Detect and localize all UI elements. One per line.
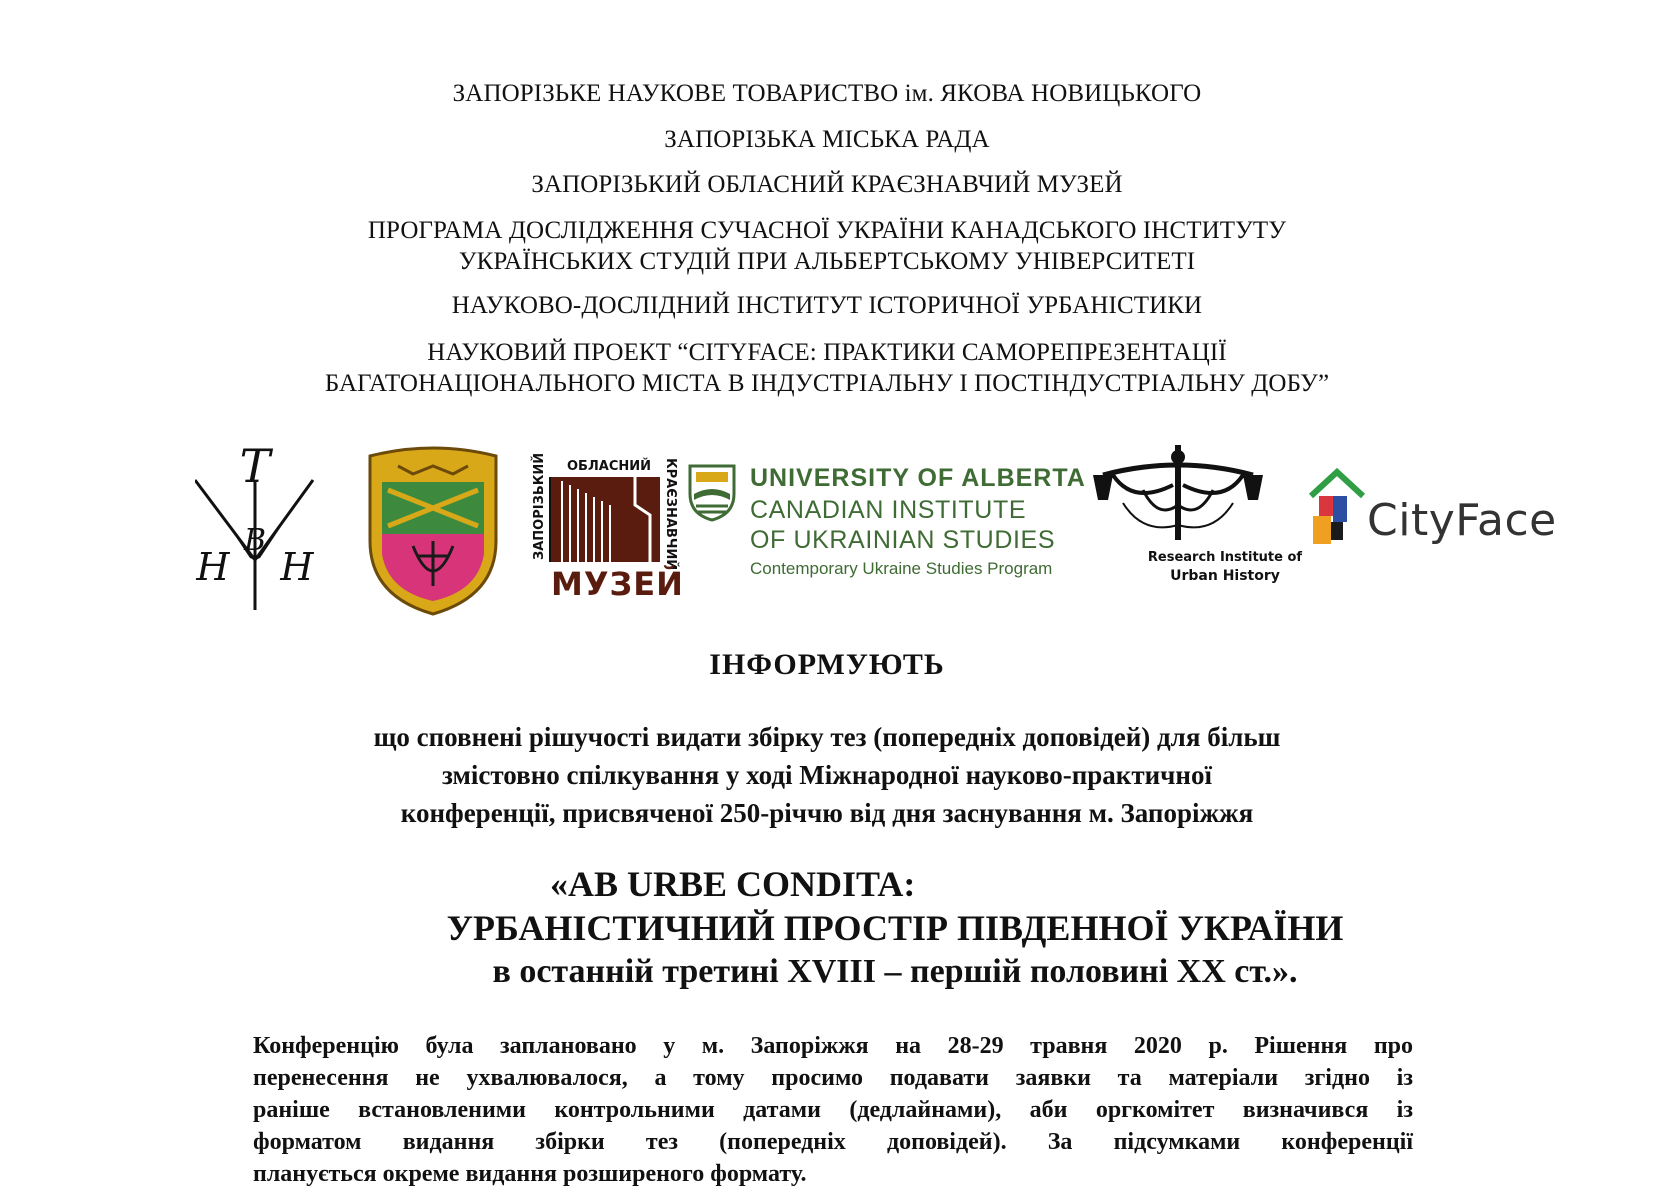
org-line: БАГАТОНАЦІОНАЛЬНОГО МІСТА В ІНДУСТРІАЛЬНУ І ПОСТІНДУСТРІАЛЬНУ ДОБУ”: [324, 370, 1330, 397]
conference-title: [330, 862, 1460, 994]
svg-text:Т: Т: [239, 440, 271, 493]
org-cityface-project: [0, 337, 1654, 399]
conference-title-line: УРБАНІСТИЧНИЙ ПРОСТІР ПІВДЕННОЇ УКРАЇНИ: [446, 908, 1344, 948]
org-line: ПРОГРАМА ДОСЛІДЖЕННЯ СУЧАСНОЇ УКРАЇНИ КАНАДСЬКОГО ІНСТИТУТУ: [367, 217, 1287, 244]
body-paragraph: [253, 1030, 1413, 1190]
alberta-institute-line1: CANADIAN INSTITUTE: [750, 496, 1027, 524]
body-line: раніше встановленими контрольними датами (дедлайнами), аби оргкомітет визначився із: [253, 1097, 1413, 1123]
org-urban-history-institute: [0, 290, 1654, 321]
zaporizhzhia-coat-of-arms: [358, 446, 508, 618]
intro-line: що сповнені рішучості видати збірку тез (попередніх доповідей) для більш: [373, 722, 1281, 752]
monogram-icon: [195, 440, 315, 610]
museum-label-left: ЗАПОРІЗЬКИЙ: [532, 452, 547, 560]
cityface-logo: [1307, 466, 1367, 548]
body-line: планується окреме видання розширеного формату.: [253, 1161, 807, 1187]
museum-label-top: ОБЛАСНИЙ: [567, 459, 651, 474]
urban-history-institute-logo: [1083, 445, 1273, 545]
conference-title-line: в останній третині XVIII – першій половині XX ст.».: [492, 953, 1298, 990]
street-lamp-icon: [1083, 445, 1273, 545]
org-regional-museum: [0, 169, 1654, 200]
alberta-university-name: UNIVERSITY OF ALBERTA: [750, 464, 1086, 492]
org-city-council: [0, 124, 1654, 155]
cityface-city: City: [1367, 495, 1456, 546]
org-line: ЗАПОРІЗЬКА МІСЬКА РАДА: [664, 126, 990, 153]
urban-history-label-2: Urban History: [1170, 568, 1280, 584]
cityface-wordmark: [1367, 495, 1557, 546]
cityface-face: Face: [1455, 495, 1557, 546]
body-line: форматом видання збірки тез (попередніх доповідей). За підсумками конференції: [253, 1129, 1413, 1155]
intro-line: конференції, присвяченої 250-річчю від дня заснування м. Запоріжжя: [400, 798, 1254, 828]
svg-text:Н: Н: [280, 545, 314, 589]
alberta-institute-line2: OF UKRAINIAN STUDIES: [750, 526, 1056, 554]
alberta-shield-icon: [688, 464, 736, 522]
museum-word: МУЗЕЙ: [551, 565, 684, 603]
intro-line: змістовно спілкування у ході Міжнародної науково-практичної: [442, 760, 1212, 790]
novytsky-society-logo: [195, 440, 315, 610]
svg-text:Н: Н: [196, 545, 230, 589]
org-novytsky-society: [0, 78, 1654, 109]
body-line: перенесення не ухвалювалося, а тому просимо подавати заявки та матеріали згідно із: [253, 1065, 1413, 1091]
org-ciuss-program: [0, 215, 1654, 277]
university-of-alberta-shield: [688, 464, 736, 522]
cityface-house-icon: [1307, 466, 1367, 548]
museum-label-right: КРАЄЗНАВЧИЙ: [663, 458, 678, 571]
org-line: ЗАПОРІЗЬКИЙ ОБЛАСНИЙ КРАЄЗНАВЧИЙ МУЗЕЙ: [531, 171, 1123, 198]
alberta-program-name: Contemporary Ukraine Studies Program: [750, 559, 1053, 578]
conference-title-line: «AB URBE CONDITA:: [550, 864, 916, 904]
org-line: НАУКОВИЙ ПРОЕКТ “CITYFACE: ПРАКТИКИ САМОРЕПРЕЗЕНТАЦІЇ: [427, 339, 1227, 366]
inform-heading: ІНФОРМУЮТЬ: [709, 648, 945, 681]
body-line: Конференцію була заплановано у м. Запоріжжя на 28-29 травня 2020 р. Рішення про: [253, 1033, 1413, 1059]
intro-paragraph: [230, 718, 1424, 832]
urban-history-label-1: Research Institute of: [1147, 550, 1303, 565]
coat-of-arms-icon: [358, 446, 508, 618]
org-line: ЗАПОРІЗЬКЕ НАУКОВЕ ТОВАРИСТВО ім. ЯКОВА НОВИЦЬКОГО: [452, 80, 1202, 107]
svg-text:В: В: [243, 523, 267, 558]
org-line: НАУКОВО-ДОСЛІДНИЙ ІНСТИТУТ ІСТОРИЧНОЇ УРБАНІСТИКИ: [451, 292, 1203, 319]
org-line: УКРАЇНСЬКИХ СТУДІЙ ПРИ АЛЬБЕРТСЬКОМУ УНІВЕРСИТЕТІ: [458, 248, 1196, 275]
